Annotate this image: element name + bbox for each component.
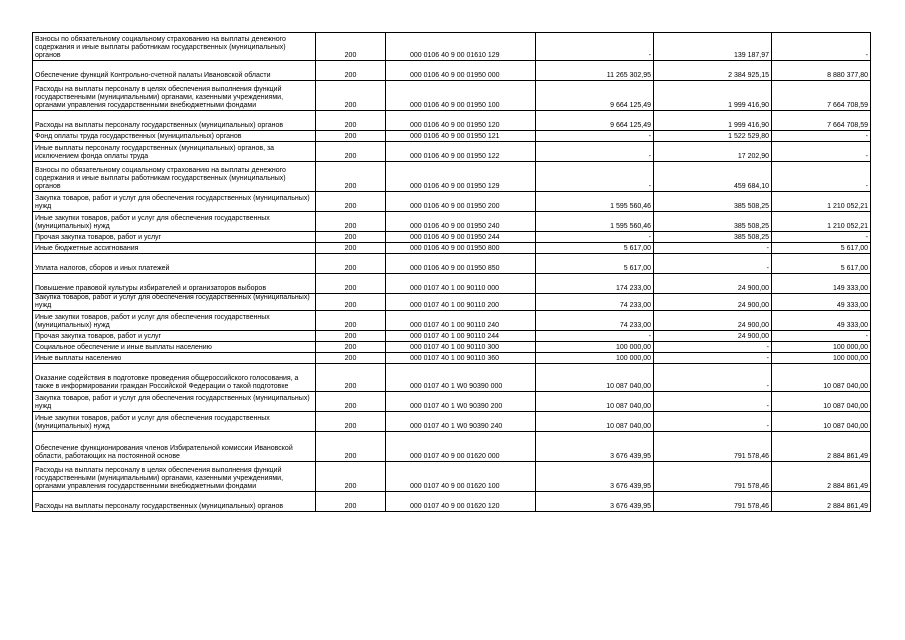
- row-admin-code: 200: [316, 142, 386, 162]
- row-admin-code: 200: [316, 131, 386, 142]
- row-budget-code: 000 0106 40 9 00 01610 129: [386, 33, 536, 61]
- row-executed-amount: 385 508,25: [654, 232, 772, 243]
- row-admin-code: 200: [316, 61, 386, 81]
- row-budget-code: 000 0107 40 1 W0 90390 240: [386, 412, 536, 432]
- row-description: Обеспечение функционирования членов Избирательной комиссии Ивановской области, работающих на постоянной основе: [33, 432, 316, 462]
- row-approved-amount: -: [536, 131, 654, 142]
- row-approved-amount: 11 265 302,95: [536, 61, 654, 81]
- row-budget-code: 000 0106 40 9 00 01950 200: [386, 192, 536, 212]
- row-executed-amount: 791 578,46: [654, 492, 772, 512]
- table-row: [33, 432, 871, 462]
- row-executed-amount: -: [654, 342, 772, 353]
- table-row: [33, 353, 871, 364]
- row-budget-code: 000 0107 40 9 00 01620 120: [386, 492, 536, 512]
- row-budget-code: 000 0107 40 9 00 01620 000: [386, 432, 536, 462]
- row-remaining-amount: 7 664 708,59: [772, 81, 871, 111]
- row-budget-code: 000 0107 40 1 00 90110 360: [386, 353, 536, 364]
- row-remaining-amount: 100 000,00: [772, 342, 871, 353]
- row-admin-code: 200: [316, 492, 386, 512]
- row-executed-amount: 385 508,25: [654, 192, 772, 212]
- row-approved-amount: 1 595 560,46: [536, 212, 654, 232]
- row-budget-code: 000 0106 40 9 00 01950 120: [386, 111, 536, 131]
- row-budget-code: 000 0106 40 9 00 01950 000: [386, 61, 536, 81]
- row-budget-code: 000 0106 40 9 00 01950 244: [386, 232, 536, 243]
- row-approved-amount: -: [536, 142, 654, 162]
- row-executed-amount: 24 900,00: [654, 331, 772, 342]
- row-admin-code: 200: [316, 462, 386, 492]
- row-description: Фонд оплаты труда государственных (муниципальных) органов: [33, 131, 316, 142]
- budget-table-body: [33, 33, 871, 512]
- row-remaining-amount: 149 333,00: [772, 274, 871, 294]
- row-budget-code: 000 0107 40 1 00 90110 244: [386, 331, 536, 342]
- row-admin-code: 200: [316, 412, 386, 432]
- row-description: Закупка товаров, работ и услуг для обеспечения государственных (муниципальных) нужд: [33, 192, 316, 212]
- row-remaining-amount: 49 333,00: [772, 311, 871, 331]
- row-admin-code: 200: [316, 432, 386, 462]
- row-approved-amount: 9 664 125,49: [536, 111, 654, 131]
- table-row: [33, 492, 871, 512]
- row-approved-amount: 174 233,00: [536, 274, 654, 294]
- row-description: Обеспечение функций Контрольно-счетной палаты Ивановской области: [33, 61, 316, 81]
- row-executed-amount: 791 578,46: [654, 432, 772, 462]
- row-budget-code: 000 0106 40 9 00 01950 122: [386, 142, 536, 162]
- row-admin-code: 200: [316, 311, 386, 331]
- row-description: Взносы по обязательному социальному страхованию на выплаты денежного содержания и иные выплаты работникам государственных (муниципальных) органов: [33, 33, 316, 61]
- row-remaining-amount: -: [772, 331, 871, 342]
- row-budget-code: 000 0107 40 1 W0 90390 200: [386, 392, 536, 412]
- row-remaining-amount: 5 617,00: [772, 254, 871, 274]
- row-admin-code: 200: [316, 392, 386, 412]
- row-description: Закупка товаров, работ и услуг для обеспечения государственных (муниципальных) нужд: [33, 294, 316, 311]
- row-executed-amount: 24 900,00: [654, 311, 772, 331]
- row-remaining-amount: -: [772, 142, 871, 162]
- row-description: Уплата налогов, сборов и иных платежей: [33, 254, 316, 274]
- row-approved-amount: 10 087 040,00: [536, 392, 654, 412]
- row-executed-amount: 1 999 416,90: [654, 81, 772, 111]
- row-budget-code: 000 0106 40 9 00 01950 240: [386, 212, 536, 232]
- row-approved-amount: 9 664 125,49: [536, 81, 654, 111]
- budget-report-page: [32, 32, 870, 512]
- row-description: Оказание содействия в подготовке проведения общероссийского голосования, а также в информировании граждан Российской Федерации о такой подготовке: [33, 364, 316, 392]
- table-row: [33, 364, 871, 392]
- row-remaining-amount: -: [772, 131, 871, 142]
- row-remaining-amount: 10 087 040,00: [772, 392, 871, 412]
- row-remaining-amount: 10 087 040,00: [772, 412, 871, 432]
- row-approved-amount: 10 087 040,00: [536, 412, 654, 432]
- table-row: [33, 192, 871, 212]
- row-admin-code: 200: [316, 33, 386, 61]
- row-description: Закупка товаров, работ и услуг для обеспечения государственных (муниципальных) нужд: [33, 392, 316, 412]
- row-admin-code: 200: [316, 81, 386, 111]
- table-row: [33, 61, 871, 81]
- row-description: Расходы на выплаты персоналу в целях обеспечения выполнения функций государственными (муниципальными) органами, казенными учреждениями, органами управления государственными внебюджетными фондами: [33, 81, 316, 111]
- row-approved-amount: 1 595 560,46: [536, 192, 654, 212]
- budget-table: [32, 32, 871, 512]
- row-remaining-amount: 2 884 861,49: [772, 462, 871, 492]
- row-remaining-amount: -: [772, 232, 871, 243]
- table-row: [33, 294, 871, 311]
- row-executed-amount: 791 578,46: [654, 462, 772, 492]
- row-admin-code: 200: [316, 232, 386, 243]
- row-remaining-amount: 100 000,00: [772, 353, 871, 364]
- row-admin-code: 200: [316, 364, 386, 392]
- row-description: Иные закупки товаров, работ и услуг для обеспечения государственных (муниципальных) нужд: [33, 212, 316, 232]
- row-remaining-amount: 49 333,00: [772, 294, 871, 311]
- row-approved-amount: 100 000,00: [536, 353, 654, 364]
- row-approved-amount: 74 233,00: [536, 294, 654, 311]
- row-description: Прочая закупка товаров, работ и услуг: [33, 232, 316, 243]
- table-row: [33, 311, 871, 331]
- row-remaining-amount: 2 884 861,49: [772, 492, 871, 512]
- row-description: Расходы на выплаты персоналу государственных (муниципальных) органов: [33, 111, 316, 131]
- row-description: Социальное обеспечение и иные выплаты населению: [33, 342, 316, 353]
- row-remaining-amount: 10 087 040,00: [772, 364, 871, 392]
- row-admin-code: 200: [316, 274, 386, 294]
- row-remaining-amount: 1 210 052,21: [772, 192, 871, 212]
- row-approved-amount: 74 233,00: [536, 311, 654, 331]
- row-admin-code: 200: [316, 331, 386, 342]
- row-remaining-amount: 8 880 377,80: [772, 61, 871, 81]
- row-description: Расходы на выплаты персоналу государственных (муниципальных) органов: [33, 492, 316, 512]
- row-approved-amount: 100 000,00: [536, 342, 654, 353]
- table-row: [33, 331, 871, 342]
- row-description: Повышение правовой культуры избирателей и организаторов выборов: [33, 274, 316, 294]
- table-row: [33, 392, 871, 412]
- row-approved-amount: 3 676 439,95: [536, 432, 654, 462]
- row-admin-code: 200: [316, 294, 386, 311]
- row-budget-code: 000 0107 40 1 W0 90390 000: [386, 364, 536, 392]
- row-approved-amount: 10 087 040,00: [536, 364, 654, 392]
- row-executed-amount: -: [654, 243, 772, 254]
- row-admin-code: 200: [316, 212, 386, 232]
- row-executed-amount: 24 900,00: [654, 294, 772, 311]
- row-admin-code: 200: [316, 342, 386, 353]
- row-budget-code: 000 0107 40 1 00 90110 300: [386, 342, 536, 353]
- row-approved-amount: 5 617,00: [536, 243, 654, 254]
- table-row: [33, 243, 871, 254]
- row-executed-amount: -: [654, 254, 772, 274]
- row-executed-amount: 17 202,90: [654, 142, 772, 162]
- row-executed-amount: 1 999 416,90: [654, 111, 772, 131]
- row-remaining-amount: 1 210 052,21: [772, 212, 871, 232]
- row-admin-code: 200: [316, 192, 386, 212]
- row-approved-amount: -: [536, 331, 654, 342]
- row-approved-amount: 3 676 439,95: [536, 462, 654, 492]
- row-budget-code: 000 0107 40 9 00 01620 100: [386, 462, 536, 492]
- row-admin-code: 200: [316, 254, 386, 274]
- row-approved-amount: -: [536, 33, 654, 61]
- row-executed-amount: 1 522 529,80: [654, 131, 772, 142]
- row-admin-code: 200: [316, 111, 386, 131]
- row-description: Иные бюджетные ассигнования: [33, 243, 316, 254]
- row-executed-amount: 139 187,97: [654, 33, 772, 61]
- table-row: [33, 412, 871, 432]
- row-budget-code: 000 0106 40 9 00 01950 129: [386, 162, 536, 192]
- table-row: [33, 131, 871, 142]
- table-row: [33, 33, 871, 61]
- row-approved-amount: 3 676 439,95: [536, 492, 654, 512]
- row-executed-amount: 24 900,00: [654, 274, 772, 294]
- row-budget-code: 000 0106 40 9 00 01950 121: [386, 131, 536, 142]
- row-budget-code: 000 0106 40 9 00 01950 850: [386, 254, 536, 274]
- row-description: Прочая закупка товаров, работ и услуг: [33, 331, 316, 342]
- table-row: [33, 212, 871, 232]
- row-executed-amount: 459 684,10: [654, 162, 772, 192]
- row-budget-code: 000 0107 40 1 00 90110 200: [386, 294, 536, 311]
- table-row: [33, 254, 871, 274]
- row-description: Иные закупки товаров, работ и услуг для обеспечения государственных (муниципальных) нужд: [33, 412, 316, 432]
- table-row: [33, 274, 871, 294]
- row-approved-amount: -: [536, 162, 654, 192]
- row-description: Взносы по обязательному социальному страхованию на выплаты денежного содержания и иные выплаты работникам государственных (муниципальных) органов: [33, 162, 316, 192]
- row-executed-amount: 385 508,25: [654, 212, 772, 232]
- row-executed-amount: -: [654, 392, 772, 412]
- table-row: [33, 462, 871, 492]
- row-remaining-amount: -: [772, 162, 871, 192]
- row-admin-code: 200: [316, 353, 386, 364]
- row-budget-code: 000 0107 40 1 00 90110 240: [386, 311, 536, 331]
- row-executed-amount: -: [654, 364, 772, 392]
- row-remaining-amount: 2 884 861,49: [772, 432, 871, 462]
- row-approved-amount: -: [536, 232, 654, 243]
- row-budget-code: 000 0106 40 9 00 01950 800: [386, 243, 536, 254]
- table-row: [33, 81, 871, 111]
- table-row: [33, 232, 871, 243]
- table-row: [33, 111, 871, 131]
- row-budget-code: 000 0106 40 9 00 01950 100: [386, 81, 536, 111]
- row-remaining-amount: 5 617,00: [772, 243, 871, 254]
- row-description: Иные выплаты персоналу государственных (муниципальных) органов, за исключением фонда оплаты труда: [33, 142, 316, 162]
- row-executed-amount: 2 384 925,15: [654, 61, 772, 81]
- table-row: [33, 162, 871, 192]
- row-remaining-amount: 7 664 708,59: [772, 111, 871, 131]
- row-executed-amount: -: [654, 412, 772, 432]
- row-remaining-amount: -: [772, 33, 871, 61]
- row-budget-code: 000 0107 40 1 00 90110 000: [386, 274, 536, 294]
- row-admin-code: 200: [316, 162, 386, 192]
- row-description: Иные выплаты населению: [33, 353, 316, 364]
- table-row: [33, 142, 871, 162]
- row-executed-amount: -: [654, 353, 772, 364]
- row-admin-code: 200: [316, 243, 386, 254]
- row-approved-amount: 5 617,00: [536, 254, 654, 274]
- table-row: [33, 342, 871, 353]
- row-description: Расходы на выплаты персоналу в целях обеспечения выполнения функций государственными (муниципальными) органами, казенными учреждениями, органами управления государственными внебюджетными фондами: [33, 462, 316, 492]
- row-description: Иные закупки товаров, работ и услуг для обеспечения государственных (муниципальных) нужд: [33, 311, 316, 331]
